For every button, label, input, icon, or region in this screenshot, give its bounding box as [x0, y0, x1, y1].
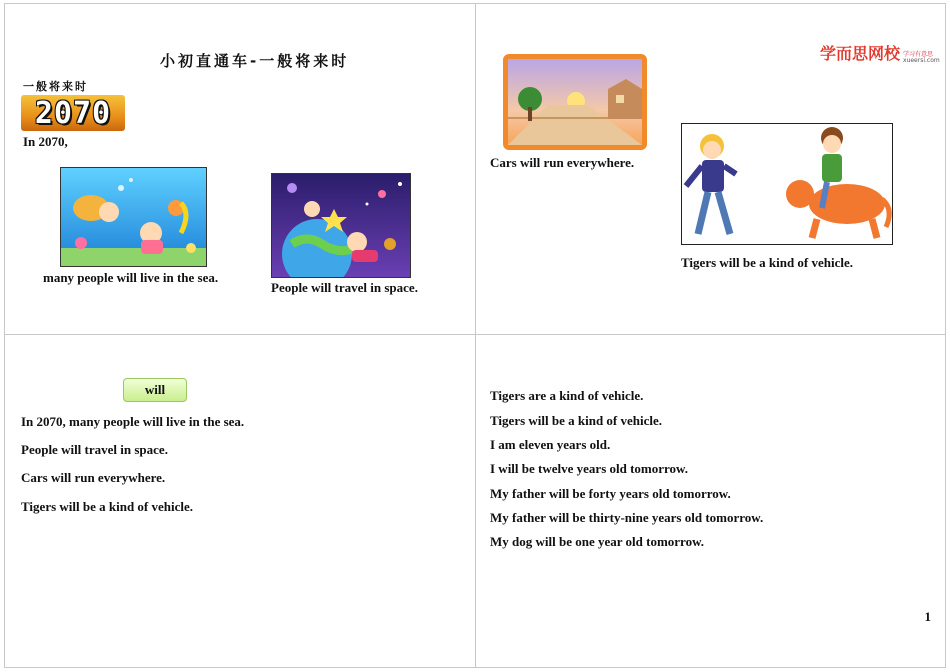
- keyword-will-badge: will: [123, 378, 187, 402]
- sentence-item: My father will be thirty-nine years old tomorrow.: [490, 510, 764, 525]
- sentence-item: Cars will run everywhere.: [21, 470, 166, 485]
- year-badge: 2070: [21, 95, 125, 131]
- tiger-riding-image: [681, 123, 893, 245]
- slide-3: [4, 334, 476, 668]
- sentence-item: I am eleven years old.: [490, 437, 611, 452]
- sentence-item: My dog will be one year old tomorrow.: [490, 534, 705, 549]
- logo-slogan: 学习有意思: [903, 51, 934, 58]
- caption-tigers: Tigers will be a kind of vehicle.: [681, 255, 854, 270]
- caption-space: People will travel in space.: [271, 280, 418, 295]
- slide-subtitle: 一般将来时: [23, 80, 88, 93]
- slide-2: [475, 3, 946, 335]
- sentence-item: Tigers are a kind of vehicle.: [490, 388, 644, 403]
- caption-cars: Cars will run everywhere.: [490, 155, 635, 170]
- sentence-item: Tigers will be a kind of vehicle.: [490, 413, 663, 428]
- slide-4: [475, 334, 946, 668]
- road-sunset-image: [503, 54, 647, 150]
- logo-url: xueersi.com: [903, 57, 940, 64]
- sentence-item: Tigers will be a kind of vehicle.: [21, 499, 194, 514]
- sentence-item: In 2070, many people will live in the sea.: [21, 414, 245, 429]
- slide-title: 小初直通车-一般将来时: [160, 52, 350, 70]
- page-number: 1: [924, 609, 931, 624]
- logo-text: 学而思网校: [820, 44, 901, 63]
- caption-sea: many people will live in the sea.: [43, 270, 219, 285]
- sentence-item: People will travel in space.: [21, 442, 168, 457]
- sea-cartoon-image: [60, 167, 207, 267]
- sentence-item: My father will be forty years old tomorrow.: [490, 486, 731, 501]
- space-cartoon-image: [271, 173, 411, 278]
- intro-text: In 2070,: [23, 134, 68, 149]
- brand-logo: [820, 41, 940, 64]
- sentence-item: I will be twelve years old tomorrow.: [490, 461, 688, 476]
- slide-1: [4, 3, 476, 335]
